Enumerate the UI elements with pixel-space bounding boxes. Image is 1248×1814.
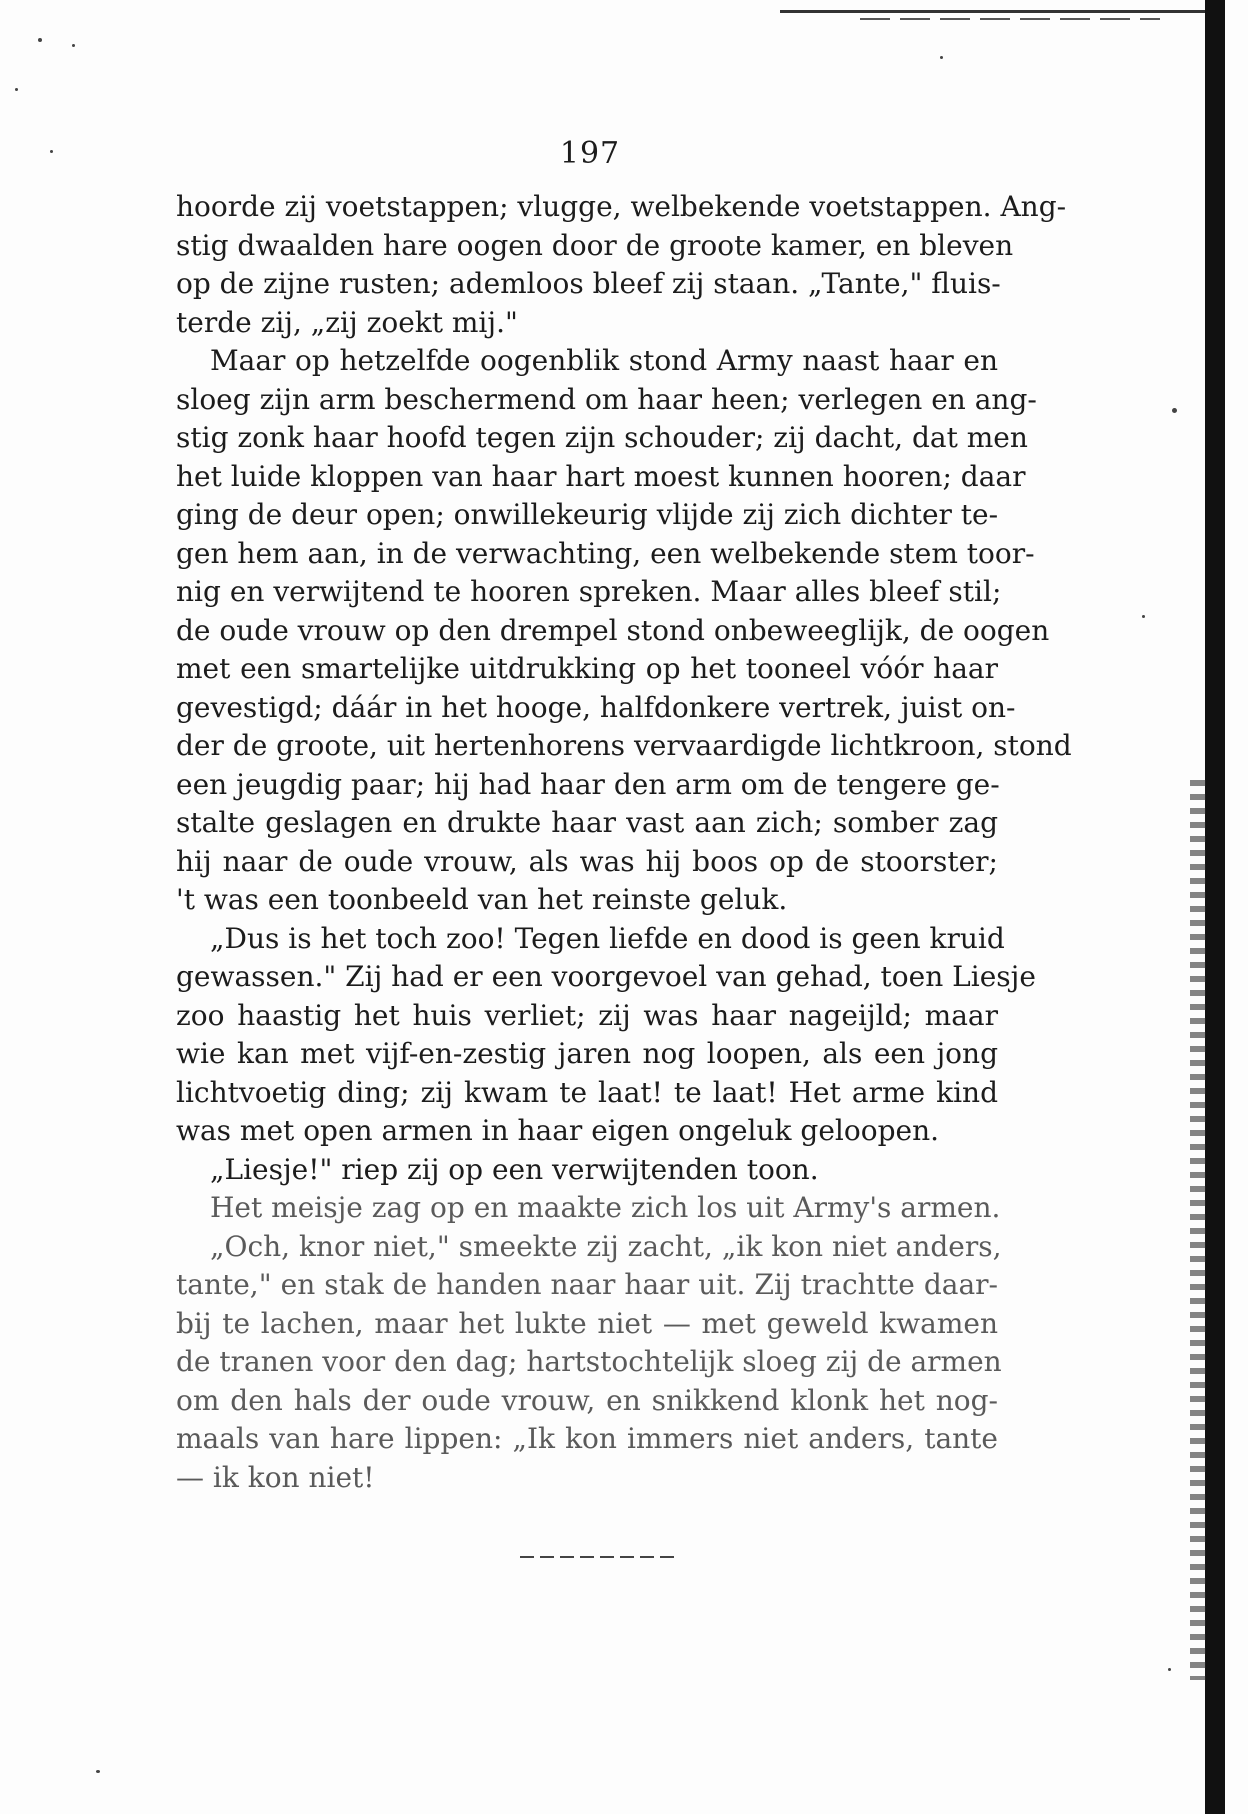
text-line: „Och, knor niet," smeekte zij zacht, „ik kon niet anders, (210, 1229, 1002, 1263)
scan-speck (72, 44, 75, 47)
scan-speck (38, 38, 42, 42)
text-line: gewassen." Zij had er een voorgevoel van gehad, toen Liesje (176, 960, 1036, 993)
text-line: lichtvoetig ding; zij kwam te laat! te laat! Het arme kind (176, 1075, 998, 1109)
text-line: bij te lachen, maar het lukte niet — met geweld kwamen (176, 1306, 998, 1340)
text-line: met een smartelijke uitdrukking op het tooneel vóór haar (176, 652, 998, 685)
scan-speck (50, 150, 53, 153)
scan-speck (1172, 408, 1177, 413)
text-line: nig en verwijtend te hooren spreken. Maar alles bleef stil; (176, 575, 1002, 608)
text-line: om den hals der oude vrouw, en snikkend klonk het nog- (176, 1383, 998, 1417)
text-line: ging de deur open; onwillekeurig vlijde zij zich dichter te- (176, 498, 999, 531)
text-line: hij naar de oude vrouw, als was hij boos op de stoorster; (176, 844, 998, 878)
text-line: tante," en stak de handen naar haar uit. Zij trachtte daar- (176, 1268, 998, 1301)
end-rule (520, 1556, 680, 1558)
text-line: 't was een toonbeeld van het reinste geluk. (176, 883, 788, 916)
text-line: de oude vrouw op den drempel stond onbeweeglijk, de oogen (176, 613, 1050, 647)
text-line: „Dus is het toch zoo! Tegen liefde en dood is geen kruid (210, 921, 1005, 955)
text-line: stig dwaalden hare oogen door de groote kamer, en bleven (176, 228, 1014, 262)
text-line: terde zij, „zij zoekt mij." (176, 305, 518, 339)
text-line: gevestigd; dáár in het hooge, halfdonkere vertrek, juist on- (176, 690, 1016, 724)
text-line: der de groote, uit hertenhorens vervaardigde lichtkroon, stond (176, 729, 1072, 762)
scan-edge-noise (1190, 780, 1206, 1680)
scan-speck (940, 56, 943, 59)
text-line: wie kan met vijf-en-zestig jaren nog loopen, als een jong (176, 1037, 998, 1070)
scan-edge-shadow (1205, 0, 1225, 1814)
scan-top-rule-dashed (860, 18, 1160, 20)
text-line: op de zijne rusten; ademloos bleef zij staan. „Tante," fluis- (176, 267, 1001, 300)
body-text (176, 188, 1072, 1497)
text-line: — ik kon niet! (176, 1460, 375, 1494)
text-line: „Liesje!" riep zij op een verwijtenden toon. (210, 1152, 819, 1186)
text-line: hoorde zij voetstappen; vlugge, welbekende voetstappen. Ang- (176, 190, 1067, 223)
text-line: zoo haastig het huis verliet; zij was haar nageijld; maar (176, 998, 998, 1032)
scan-speck (1168, 1668, 1171, 1671)
text-line: Maar op hetzelfde oogenblik stond Army naast haar en (210, 344, 998, 377)
text-line: stig zonk haar hoofd tegen zijn schouder; zij dacht, dat men (176, 421, 1028, 454)
text-line: gen hem aan, in de verwachting, een welbekende stem toor- (176, 536, 1035, 570)
scan-speck (96, 1770, 100, 1773)
text-line: Het meisje zag op en maakte zich los uit Army's armen. (210, 1191, 1001, 1224)
text-line: maals van hare lippen: „Ik kon immers niet anders, tante (176, 1422, 998, 1455)
text-line: het luide kloppen van haar hart moest kunnen hooren; daar (176, 459, 1026, 493)
text-line: een jeugdig paar; hij had haar den arm om de tengere ge- (176, 767, 1000, 801)
text-line: de tranen voor den dag; hartstochtelijk sloeg zij de armen (176, 1345, 1002, 1378)
scan-speck (15, 88, 18, 91)
page-number: 197 (559, 136, 621, 171)
text-line: sloeg zijn arm beschermend om haar heen; verlegen en ang- (176, 382, 1037, 416)
scan-top-rule (780, 10, 1220, 13)
scan-speck (1142, 615, 1145, 618)
text-line: stalte geslagen en drukte haar vast aan zich; somber zag (176, 806, 998, 839)
text-line: was met open armen in haar eigen ongeluk geloopen. (176, 1114, 939, 1147)
